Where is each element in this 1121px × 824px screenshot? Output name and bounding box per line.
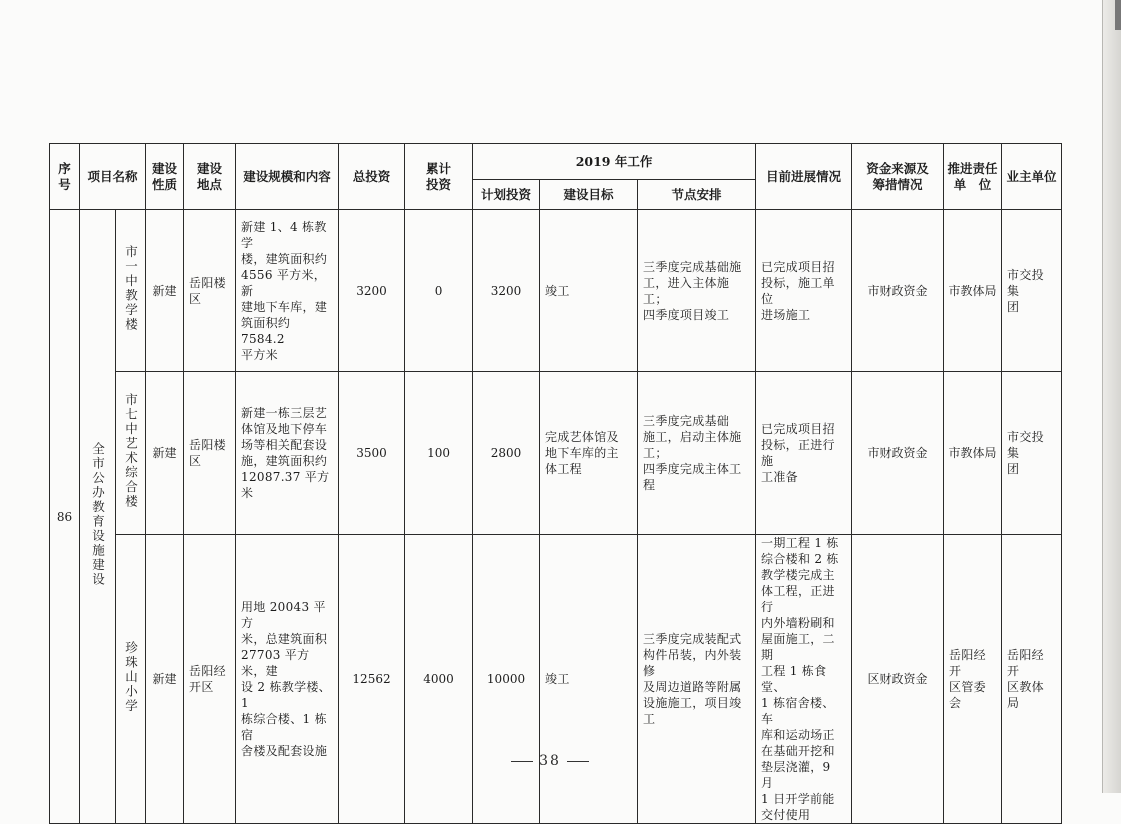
cumulative-investment: 4000 <box>405 535 473 824</box>
funding-source: 市财政资金 <box>852 372 944 535</box>
page-number-text: 38 <box>539 753 561 769</box>
build-goal: 竣工 <box>540 535 638 824</box>
planned-investment: 3200 <box>473 210 540 372</box>
group-name <box>80 210 116 824</box>
build-location: 岳阳楼 区 <box>184 372 236 535</box>
table-row <box>50 210 1062 372</box>
current-progress: 一期工程 1 栋 综合楼和 2 栋 教学楼完成主 体工程，正进行 内外墙粉刷和 屋面施工，二期 工程 1 栋食堂、 1 栋宿舍楼、车 库和运动场正 在基础开挖和 垫层浇灌，9 月 1 日开学前能 交付使用 <box>756 535 852 824</box>
total-investment: 3200 <box>339 210 405 372</box>
header-current-progress: 目前进展情况 <box>756 144 852 210</box>
sub-project-name-text: 市一中教学楼 <box>123 245 139 332</box>
owner-unit: 市交投集 团 <box>1002 210 1062 372</box>
project-table <box>49 143 1062 824</box>
responsible-unit: 市教体局 <box>944 210 1002 372</box>
header-milestones: 节点安排 <box>638 180 756 210</box>
scale-content: 新建 1、4 栋教学 楼，建筑面积约 4556 平方米，新 建地下车库，建 筑面积约 7584.2 平方米 <box>236 210 339 372</box>
planned-investment: 2800 <box>473 372 540 535</box>
build-nature: 新建 <box>146 372 184 535</box>
milestones: 三季度完成基础施 工，进入主体施工； 四季度项目竣工 <box>638 210 756 372</box>
scan-edge <box>1102 0 1121 793</box>
header-planned-investment: 计划投资 <box>473 180 540 210</box>
funding-source: 区财政资金 <box>852 535 944 824</box>
current-progress: 已完成项目招 投标，施工单位 进场施工 <box>756 210 852 372</box>
page-dash-left <box>511 761 533 762</box>
scale-content: 用地 20043 平方 米，总建筑面积 27703 平方米，建 设 2 栋教学楼、1 栋综合楼、1 栋宿 舍楼及配套设施 <box>236 535 339 824</box>
responsible-unit: 市教体局 <box>944 372 1002 535</box>
total-investment: 12562 <box>339 535 405 824</box>
header-seq: 序 号 <box>50 144 80 210</box>
header-cumulative-investment: 累计 投资 <box>405 144 473 210</box>
header-build-location: 建设 地点 <box>184 144 236 210</box>
owner-unit: 市交投集 团 <box>1002 372 1062 535</box>
scale-content: 新建一栋三层艺 体馆及地下停车 场等相关配套设 施，建筑面积约 12087.37 平方米 <box>236 372 339 535</box>
header-build-goal: 建设目标 <box>540 180 638 210</box>
header-owner-unit: 业主单位 <box>1002 144 1062 210</box>
header-total-investment: 总投资 <box>339 144 405 210</box>
build-nature: 新建 <box>146 535 184 824</box>
sub-project-name <box>116 372 146 535</box>
sub-project-name-text: 珍珠山小学 <box>123 640 139 714</box>
milestones: 三季度完成基础 施工，启动主体施工； 四季度完成主体工 程 <box>638 372 756 535</box>
group-name-text: 全市公办教育设施建设 <box>90 442 106 587</box>
header-funding-source: 资金来源及 筹措情况 <box>852 144 944 210</box>
responsible-unit: 岳阳经开 区管委会 <box>944 535 1002 824</box>
build-nature: 新建 <box>146 210 184 372</box>
header-build-nature: 建设 性质 <box>146 144 184 210</box>
cumulative-investment: 100 <box>405 372 473 535</box>
planned-investment: 10000 <box>473 535 540 824</box>
header-scale-content: 建设规模和内容 <box>236 144 339 210</box>
build-goal: 竣工 <box>540 210 638 372</box>
build-location: 岳阳楼 区 <box>184 210 236 372</box>
table-row <box>50 535 1062 824</box>
build-goal: 完成艺体馆及 地下车库的主 体工程 <box>540 372 638 535</box>
total-investment: 3500 <box>339 372 405 535</box>
page-dash-right <box>567 761 589 762</box>
milestones: 三季度完成装配式 构件吊装，内外装修 及周边道路等附属 设施施工，项目竣工 <box>638 535 756 824</box>
group-seq: 86 <box>50 210 80 824</box>
sub-project-name-text: 市七中艺术综合楼 <box>123 393 139 509</box>
header-row-1 <box>50 144 1062 180</box>
owner-unit: 岳阳经开 区教体局 <box>1002 535 1062 824</box>
build-location: 岳阳经 开区 <box>184 535 236 824</box>
header-work-2019: 2019 年工作 <box>473 144 756 180</box>
table-row <box>50 372 1062 535</box>
sub-project-name <box>116 535 146 824</box>
cumulative-investment: 0 <box>405 210 473 372</box>
header-project-name: 项目名称 <box>80 144 146 210</box>
page-number <box>0 753 1100 769</box>
sub-project-name <box>116 210 146 372</box>
current-progress: 已完成项目招 投标，正进行施 工准备 <box>756 372 852 535</box>
header-responsible-unit: 推进责任 单 位 <box>944 144 1002 210</box>
funding-source: 市财政资金 <box>852 210 944 372</box>
